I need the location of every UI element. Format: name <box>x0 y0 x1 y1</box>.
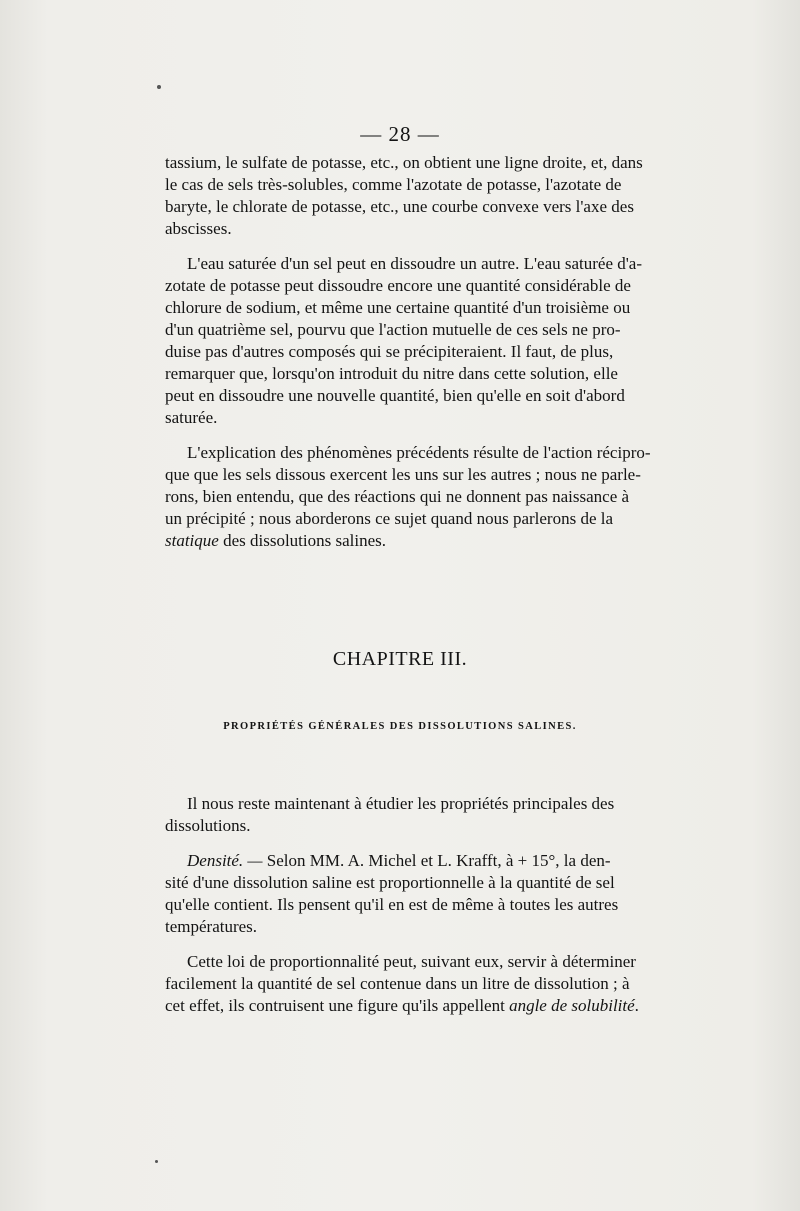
text-line: saturée. <box>165 408 218 427</box>
lower-text <box>165 793 709 1017</box>
text-line: rons, bien entendu, que des réactions qui ne donnent pas naissance à <box>165 487 630 506</box>
ink-speck <box>155 1160 158 1163</box>
text-line: L'eau saturée d'un sel peut en dissoudre un autre. L'eau saturée d'a- <box>187 254 643 273</box>
italic-term: statique <box>165 531 219 550</box>
ink-speck <box>157 85 161 89</box>
text-line: abscisses. <box>165 219 232 238</box>
text-line: baryte, le chlorate de potasse, etc., une courbe convexe vers l'axe des <box>165 197 634 216</box>
text-line: tassium, le sulfate de potasse, etc., on obtient une ligne droite, et, dans <box>165 153 643 172</box>
text-line: Il nous reste maintenant à étudier les propriétés principales des <box>187 794 615 813</box>
text-line: chlorure de sodium, et même une certaine quantité d'un troisième ou <box>165 298 631 317</box>
text-line: Cette loi de proportionnalité peut, suivant eux, servir à déterminer <box>187 952 636 971</box>
chapter-subtitle: PROPRIÉTÉS GÉNÉRALES DES DISSOLUTIONS SALINES. <box>223 721 577 732</box>
text-line: facilement la quantité de sel contenue dans un litre de dissolution ; à <box>165 974 630 993</box>
text-line: peut en dissoudre une nouvelle quantité, bien qu'elle en soit d'abord <box>165 386 625 405</box>
text-line: d'un quatrième sel, pourvu que l'action mutuelle de ces sels ne pro- <box>165 320 621 339</box>
text-line: que que les sels dissous exercent les uns sur les autres ; nous ne parle- <box>165 465 641 484</box>
paragraph-saturated-water <box>165 253 709 429</box>
italic-term: angle de solubilité <box>509 996 635 1015</box>
text-line: duise pas d'autres composés qui se précipiteraient. Il faut, de plus, <box>165 342 614 361</box>
text-line: températures. <box>165 917 258 936</box>
paragraph-continuation <box>165 152 709 240</box>
page-number: — 28 — <box>360 122 440 146</box>
text-line: dissolutions. <box>165 816 251 835</box>
text-line: . <box>634 996 639 1015</box>
text-line: qu'elle contient. Ils pensent qu'il en est de même à toutes les autres <box>165 895 619 914</box>
text-line: zotate de potasse peut dissoudre encore une quantité considérable de <box>165 276 631 295</box>
density-label: Densité. — <box>187 851 263 870</box>
paragraph-proportionality <box>165 951 709 1017</box>
text-line: Selon MM. A. Michel et L. Krafft, à + 15°, la den- <box>262 851 611 870</box>
text-line: sité d'une dissolution saline est proportionnelle à la quantité de sel <box>165 873 615 892</box>
paragraph-intro <box>165 793 709 837</box>
text-line: un précipité ; nous aborderons ce sujet quand nous parlerons de la <box>165 509 614 528</box>
text-line: des dissolutions salines. <box>218 531 387 550</box>
paragraph-density <box>165 850 709 938</box>
text-line: cet effet, ils contruisent une figure qu'ils appellent <box>165 996 510 1015</box>
text-line: remarquer que, lorsqu'on introduit du nitre dans cette solution, elle <box>165 364 618 383</box>
paragraph-explanation <box>165 442 709 552</box>
text-line: L'explication des phénomènes précédents résulte de l'action récipro- <box>187 443 651 462</box>
upper-text <box>165 152 709 552</box>
chapter-title: CHAPITRE III. <box>332 648 468 670</box>
text-line: le cas de sels très-solubles, comme l'azotate de potasse, l'azotate de <box>165 175 622 194</box>
